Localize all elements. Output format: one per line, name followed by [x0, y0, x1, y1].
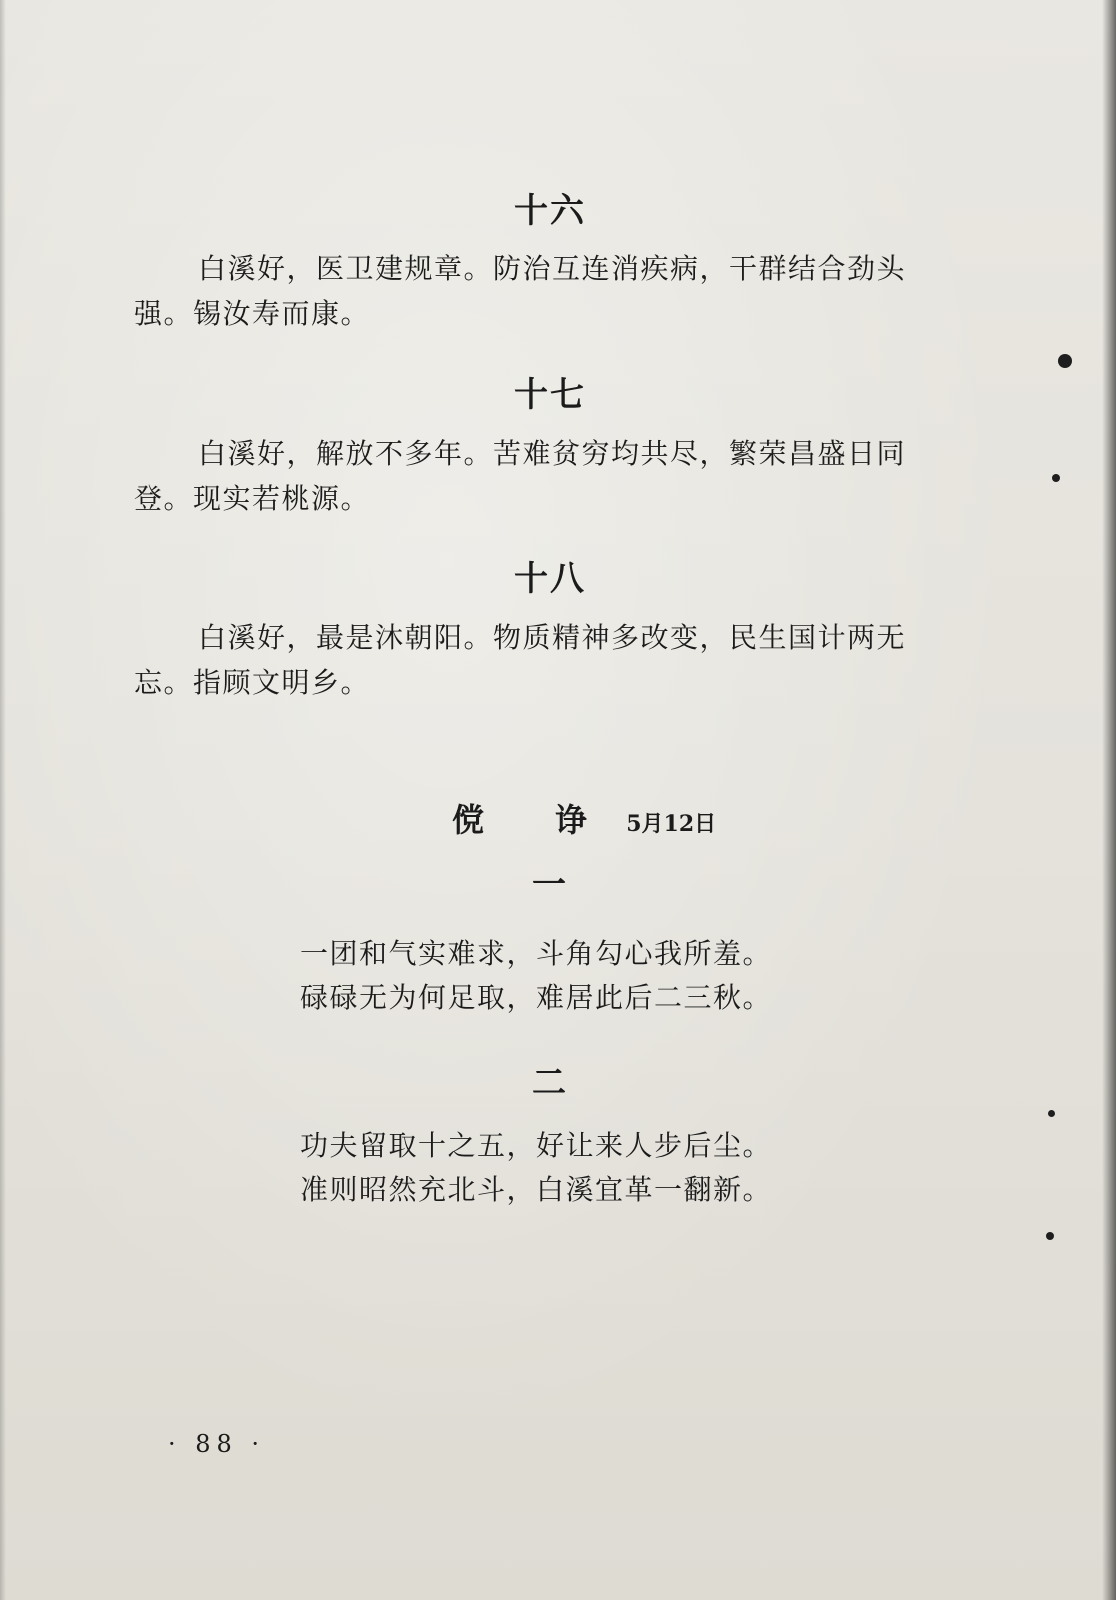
verse-line: 一团和气实难求，斗角勾心我所羞。: [300, 937, 773, 970]
page-number: · 88 ·: [168, 1430, 266, 1458]
section-title-18: 十八: [514, 559, 586, 599]
section-text-line: 忘。指顾文明乡。: [134, 666, 371, 699]
verse-line: 功夫留取十之五，好让来人步后尘。: [300, 1129, 773, 1162]
stanza-2: [300, 1124, 772, 1212]
stanza-1: [300, 932, 772, 1020]
section-text-line: 白溪好，最是沐朝阳。物质精神多改变，民生国计两无: [198, 621, 907, 654]
binding-hole-2: [1052, 474, 1060, 482]
binding-hole-1: [1058, 354, 1072, 368]
poem-title: 傥 诤: [452, 801, 618, 839]
stanza-number-2: 二: [532, 1063, 568, 1103]
section-text-18: [134, 615, 968, 705]
poem-heading: [452, 795, 716, 841]
section-text-line: 登。现实若桃源。: [134, 482, 371, 515]
section-text-line: 强。锡汝寿而康。: [134, 297, 371, 330]
binding-hole-4: [1046, 1232, 1054, 1240]
page-left-shadow: [0, 0, 6, 1600]
verse-line: 准则昭然充北斗，白溪宜革一翻新。: [300, 1173, 773, 1206]
poem-date: 5月12日: [626, 811, 717, 837]
binding-hole-3: [1048, 1110, 1055, 1117]
stanza-number-1: 一: [532, 865, 568, 905]
section-text-17: [134, 431, 968, 521]
verse-line: 碌碌无为何足取，难居此后二三秋。: [300, 981, 773, 1014]
section-text-16: [134, 246, 968, 336]
section-title-16: 十六: [514, 191, 586, 231]
section-text-line: 白溪好，解放不多年。苦难贫穷均共尽，繁荣昌盛日同: [198, 437, 907, 470]
page-right-edge: [1102, 0, 1116, 1600]
section-title-17: 十七: [514, 375, 586, 415]
section-text-line: 白溪好，医卫建规章。防治互连消疾病，干群结合劲头: [198, 252, 907, 285]
